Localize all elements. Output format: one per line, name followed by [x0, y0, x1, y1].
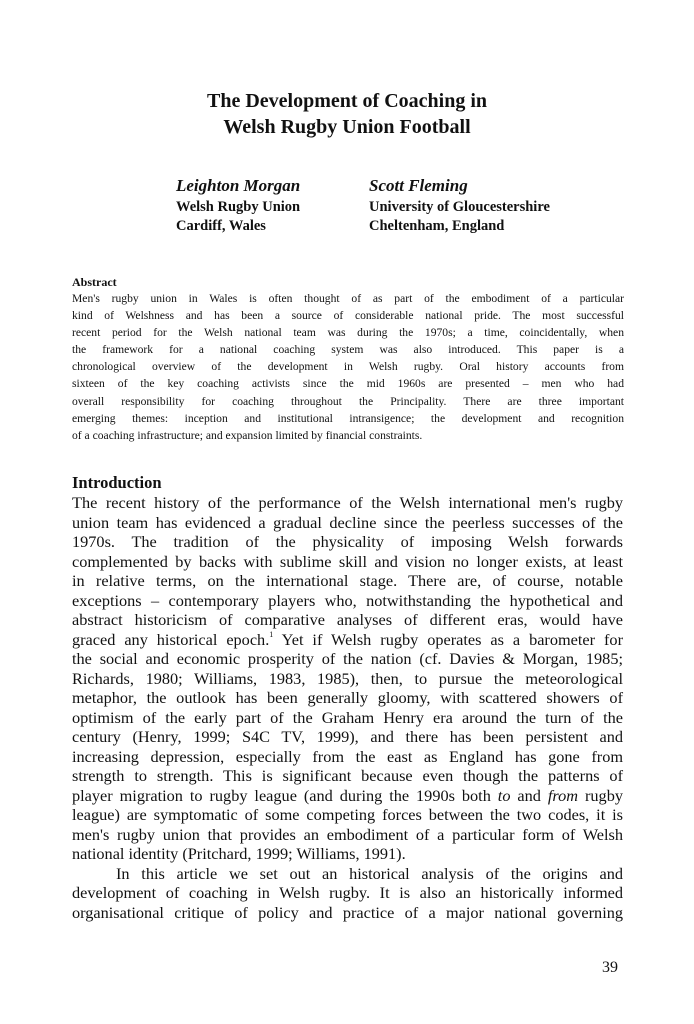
body-line-text: rugby	[585, 785, 623, 805]
author-1	[176, 175, 300, 236]
body-line: national identity (Pritchard, 1999; Williams, 1991).	[72, 844, 406, 863]
abstract-line: the framework for a national coaching system was also introduced. This paper is a	[72, 343, 624, 357]
abstract-line: recent period for the Welsh national team was during the 1970s; a time, coincidentally, when	[72, 326, 624, 340]
introduction-section	[72, 472, 623, 922]
body-line-text: and	[517, 785, 541, 805]
abstract-heading: Abstract	[72, 275, 117, 289]
italic-word: to	[497, 785, 511, 805]
body-line: The recent history of the performance of the Welsh international men's rugby	[72, 493, 623, 512]
body-line: in relative terms, on the international stage. There are, of course, notable	[72, 571, 623, 590]
body-line-text: graced any historical epoch.	[72, 629, 270, 649]
body-line: league) are symptomatic of some competing forces between the two codes, it is	[72, 805, 623, 824]
abstract-line: kind of Welshness and has been a source of considerable national pride. The most successful	[72, 309, 624, 323]
body-line: strength to strength. This is significant because even though the patterns of	[72, 766, 623, 785]
title-line-2: Welsh Rugby Union Football	[223, 116, 471, 138]
author-2-location: Cheltenham, England	[369, 218, 505, 234]
body-line: the social and economic prosperity of the nation (cf. Davies & Morgan, 1985;	[72, 649, 623, 668]
body-line-text: Yet if Welsh rugby operates as a barometer for	[281, 629, 623, 649]
body-line: complemented by backs with sublime skill and vision no longer exists, at least	[72, 551, 623, 571]
body-line-text: player migration to rugby league (and during the 1990s both	[72, 785, 491, 805]
title-line-1: The Development of Coaching in	[207, 90, 487, 112]
author-2	[369, 175, 550, 236]
abstract-line: of a coaching infrastructure; and expansion limited by financial constraints.	[72, 428, 423, 442]
body-line: exceptions – contemporary players who, notwithstanding the hypothetical and	[72, 590, 623, 610]
footnote-marker[interactable]: 1	[269, 629, 274, 639]
body-line	[72, 630, 623, 650]
introduction-heading: Introduction	[72, 473, 162, 492]
author-2-affiliation: University of Gloucestershire	[369, 199, 550, 215]
author-1-location: Cardiff, Wales	[176, 218, 266, 234]
author-2-name: Scott Fleming	[369, 176, 468, 195]
body-line: optimism of the early part of the Graham Henry era around the turn of the	[72, 707, 623, 727]
body-line: union team has evidenced a gradual decline since the peerless successes of the	[72, 512, 623, 532]
body-line: century (Henry, 1999; S4C TV, 1999), and there has been persistent and	[72, 727, 623, 746]
abstract	[72, 274, 624, 444]
author-1-name: Leighton Morgan	[176, 176, 301, 195]
page-number: 39	[602, 959, 618, 976]
abstract-line: Men's rugby union in Wales is often thought of as part of the embodiment of a particular	[72, 292, 624, 305]
italic-word: from	[547, 785, 579, 805]
abstract-line: emerging themes: inception and institutional intransigence; the development and recognition	[72, 411, 624, 425]
abstract-line: chronological overview of the development in Welsh rugby. Oral history accounts from	[72, 360, 624, 374]
body-line: In this article we set out an historical analysis of the origins and	[116, 863, 623, 883]
body-line: metaphor, the outlook has been generally gloomy, with scattered showers of	[72, 688, 623, 707]
body-line: increasing depression, especially from the east as England has gone from	[72, 746, 623, 766]
body-line: 1970s. The tradition of the physicality of imposing Welsh forwards	[72, 532, 623, 551]
body-line: development of coaching in Welsh rugby. It is also an historically informed	[72, 883, 623, 902]
body-line: organisational critique of policy and practice of a major national governing	[72, 902, 623, 922]
author-1-affiliation: Welsh Rugby Union	[176, 199, 301, 215]
body-line	[72, 786, 623, 806]
abstract-line: overall responsibility for coaching throughout the Principality. There are three important	[72, 394, 624, 408]
abstract-line: sixteen of the key coaching activists since the mid 1960s are presented – men who had	[72, 377, 624, 391]
body-line: abstract historicism of comparative analyses of different eras, would have	[72, 610, 623, 629]
body-line: Richards, 1980; Williams, 1983, 1985), then, to pursue the meteorological	[72, 668, 623, 688]
body-line: men's rugby union that provides an embodiment of a particular form of Welsh	[72, 824, 623, 844]
paper-title	[0, 88, 694, 140]
